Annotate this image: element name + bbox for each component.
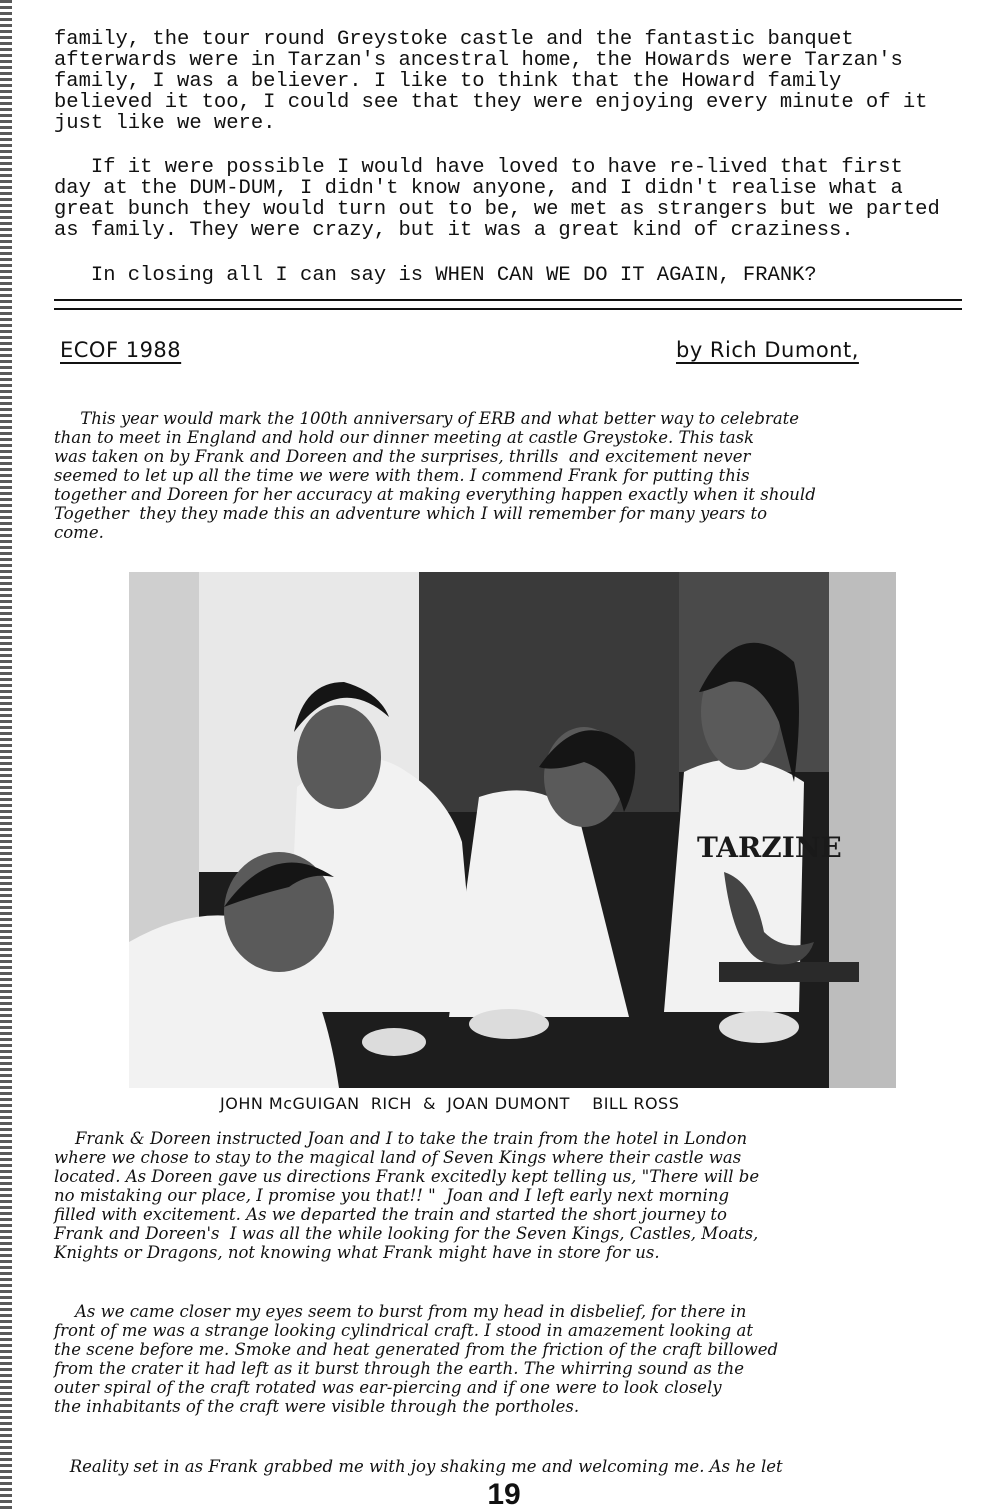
article-paragraph-4 bbox=[54, 1457, 999, 1476]
text-line: the inhabitants of the craft were visible through the portholes. bbox=[54, 1397, 580, 1416]
text-line: This year would mark the 100th anniversary of ERB and what better way to celebrate bbox=[54, 409, 800, 428]
text-line: Together they they made this an adventure which I will remember for many years to bbox=[54, 504, 768, 523]
text-line: family, the tour round Greystoke castle and the fantastic banquet bbox=[54, 28, 854, 51]
text-line: no mistaking our place, I promise you that!! " Joan and I left early next morning bbox=[54, 1186, 730, 1205]
text-line: believed it too, I could see that they were enjoying every minute of it bbox=[54, 91, 928, 114]
text-line: afterwards were in Tarzan's ancestral home, the Howards were Tarzan's bbox=[54, 49, 903, 72]
text-line: front of me was a strange looking cylindrical craft. I stood in amazement looking at bbox=[54, 1321, 753, 1340]
article-byline: by Rich Dumont, bbox=[676, 338, 859, 362]
text-line: where we chose to stay to the magical land of Seven Kings where their castle was bbox=[54, 1148, 742, 1167]
page-number: 19 bbox=[487, 1478, 521, 1511]
text-line: If it were possible I would have loved to have re-lived that first bbox=[54, 156, 903, 179]
text-line: from the crater it had left as it burst through the earth. The whirring sound as the bbox=[54, 1359, 744, 1378]
photo-caption: JOHN McGUIGAN RICH & JOAN DUMONT BILL ROSS bbox=[220, 1094, 680, 1113]
text-line: the scene before me. Smoke and heat generated from the friction of the craft billowed bbox=[54, 1340, 779, 1359]
text-line: was taken on by Frank and Doreen and the surprises, thrills and excitement never bbox=[54, 447, 751, 466]
binding-edge bbox=[0, 0, 12, 1510]
text-line: Frank and Doreen's I was all the while looking for the Seven Kings, Castles, Moats, bbox=[54, 1224, 759, 1243]
article-paragraph-3 bbox=[54, 1302, 999, 1416]
intro-paragraph-2 bbox=[54, 157, 999, 241]
text-line: Knights or Dragons, not knowing what Frank might have in store for us. bbox=[54, 1243, 660, 1262]
text-line: family, I was a believer. I like to think that the Howard family bbox=[54, 70, 842, 93]
text-line: As we came closer my eyes seem to burst from my head in disbelief, for there in bbox=[54, 1302, 747, 1321]
text-line: seemed to let up all the time we were with them. I commend Frank for putting this bbox=[54, 466, 750, 485]
section-divider bbox=[54, 299, 962, 310]
text-line: filled with excitement. As we departed the train and started the short journey to bbox=[54, 1205, 727, 1224]
text-line: outer spiral of the craft rotated was ear-piercing and if one were to look closely bbox=[54, 1378, 722, 1397]
text-line: located. As Doreen gave us directions Frank excitedly kept telling us, "There will be bbox=[54, 1167, 760, 1186]
article-paragraph-2 bbox=[54, 1129, 999, 1262]
article-paragraph-1 bbox=[54, 409, 999, 542]
article-title: ECOF 1988 bbox=[60, 338, 182, 362]
text-line: just like we were. bbox=[54, 112, 276, 135]
intro-paragraph-1 bbox=[54, 29, 999, 134]
text-line: as family. They were crazy, but it was a great kind of craziness. bbox=[54, 219, 854, 242]
text-line: Frank & Doreen instructed Joan and I to take the train from the hotel in London bbox=[54, 1129, 748, 1148]
text-line: great bunch they would turn out to be, we met as strangers but we parted bbox=[54, 198, 940, 221]
text-line: come. bbox=[54, 523, 104, 542]
tshirt-lettering: TARZINE bbox=[697, 831, 842, 864]
group-photo bbox=[129, 572, 896, 1088]
closing-line: In closing all I can say is WHEN CAN WE DO IT AGAIN, FRANK? bbox=[54, 264, 817, 287]
text-line: than to meet in England and hold our dinner meeting at castle Greystoke. This task bbox=[54, 428, 755, 447]
text-line: Reality set in as Frank grabbed me with joy shaking me and welcoming me. As he let bbox=[54, 1457, 783, 1476]
text-line: day at the DUM-DUM, I didn't know anyone, and I didn't realise what a bbox=[54, 177, 903, 200]
text-line: together and Doreen for her accuracy at making everything happen exactly when it should bbox=[54, 485, 816, 504]
